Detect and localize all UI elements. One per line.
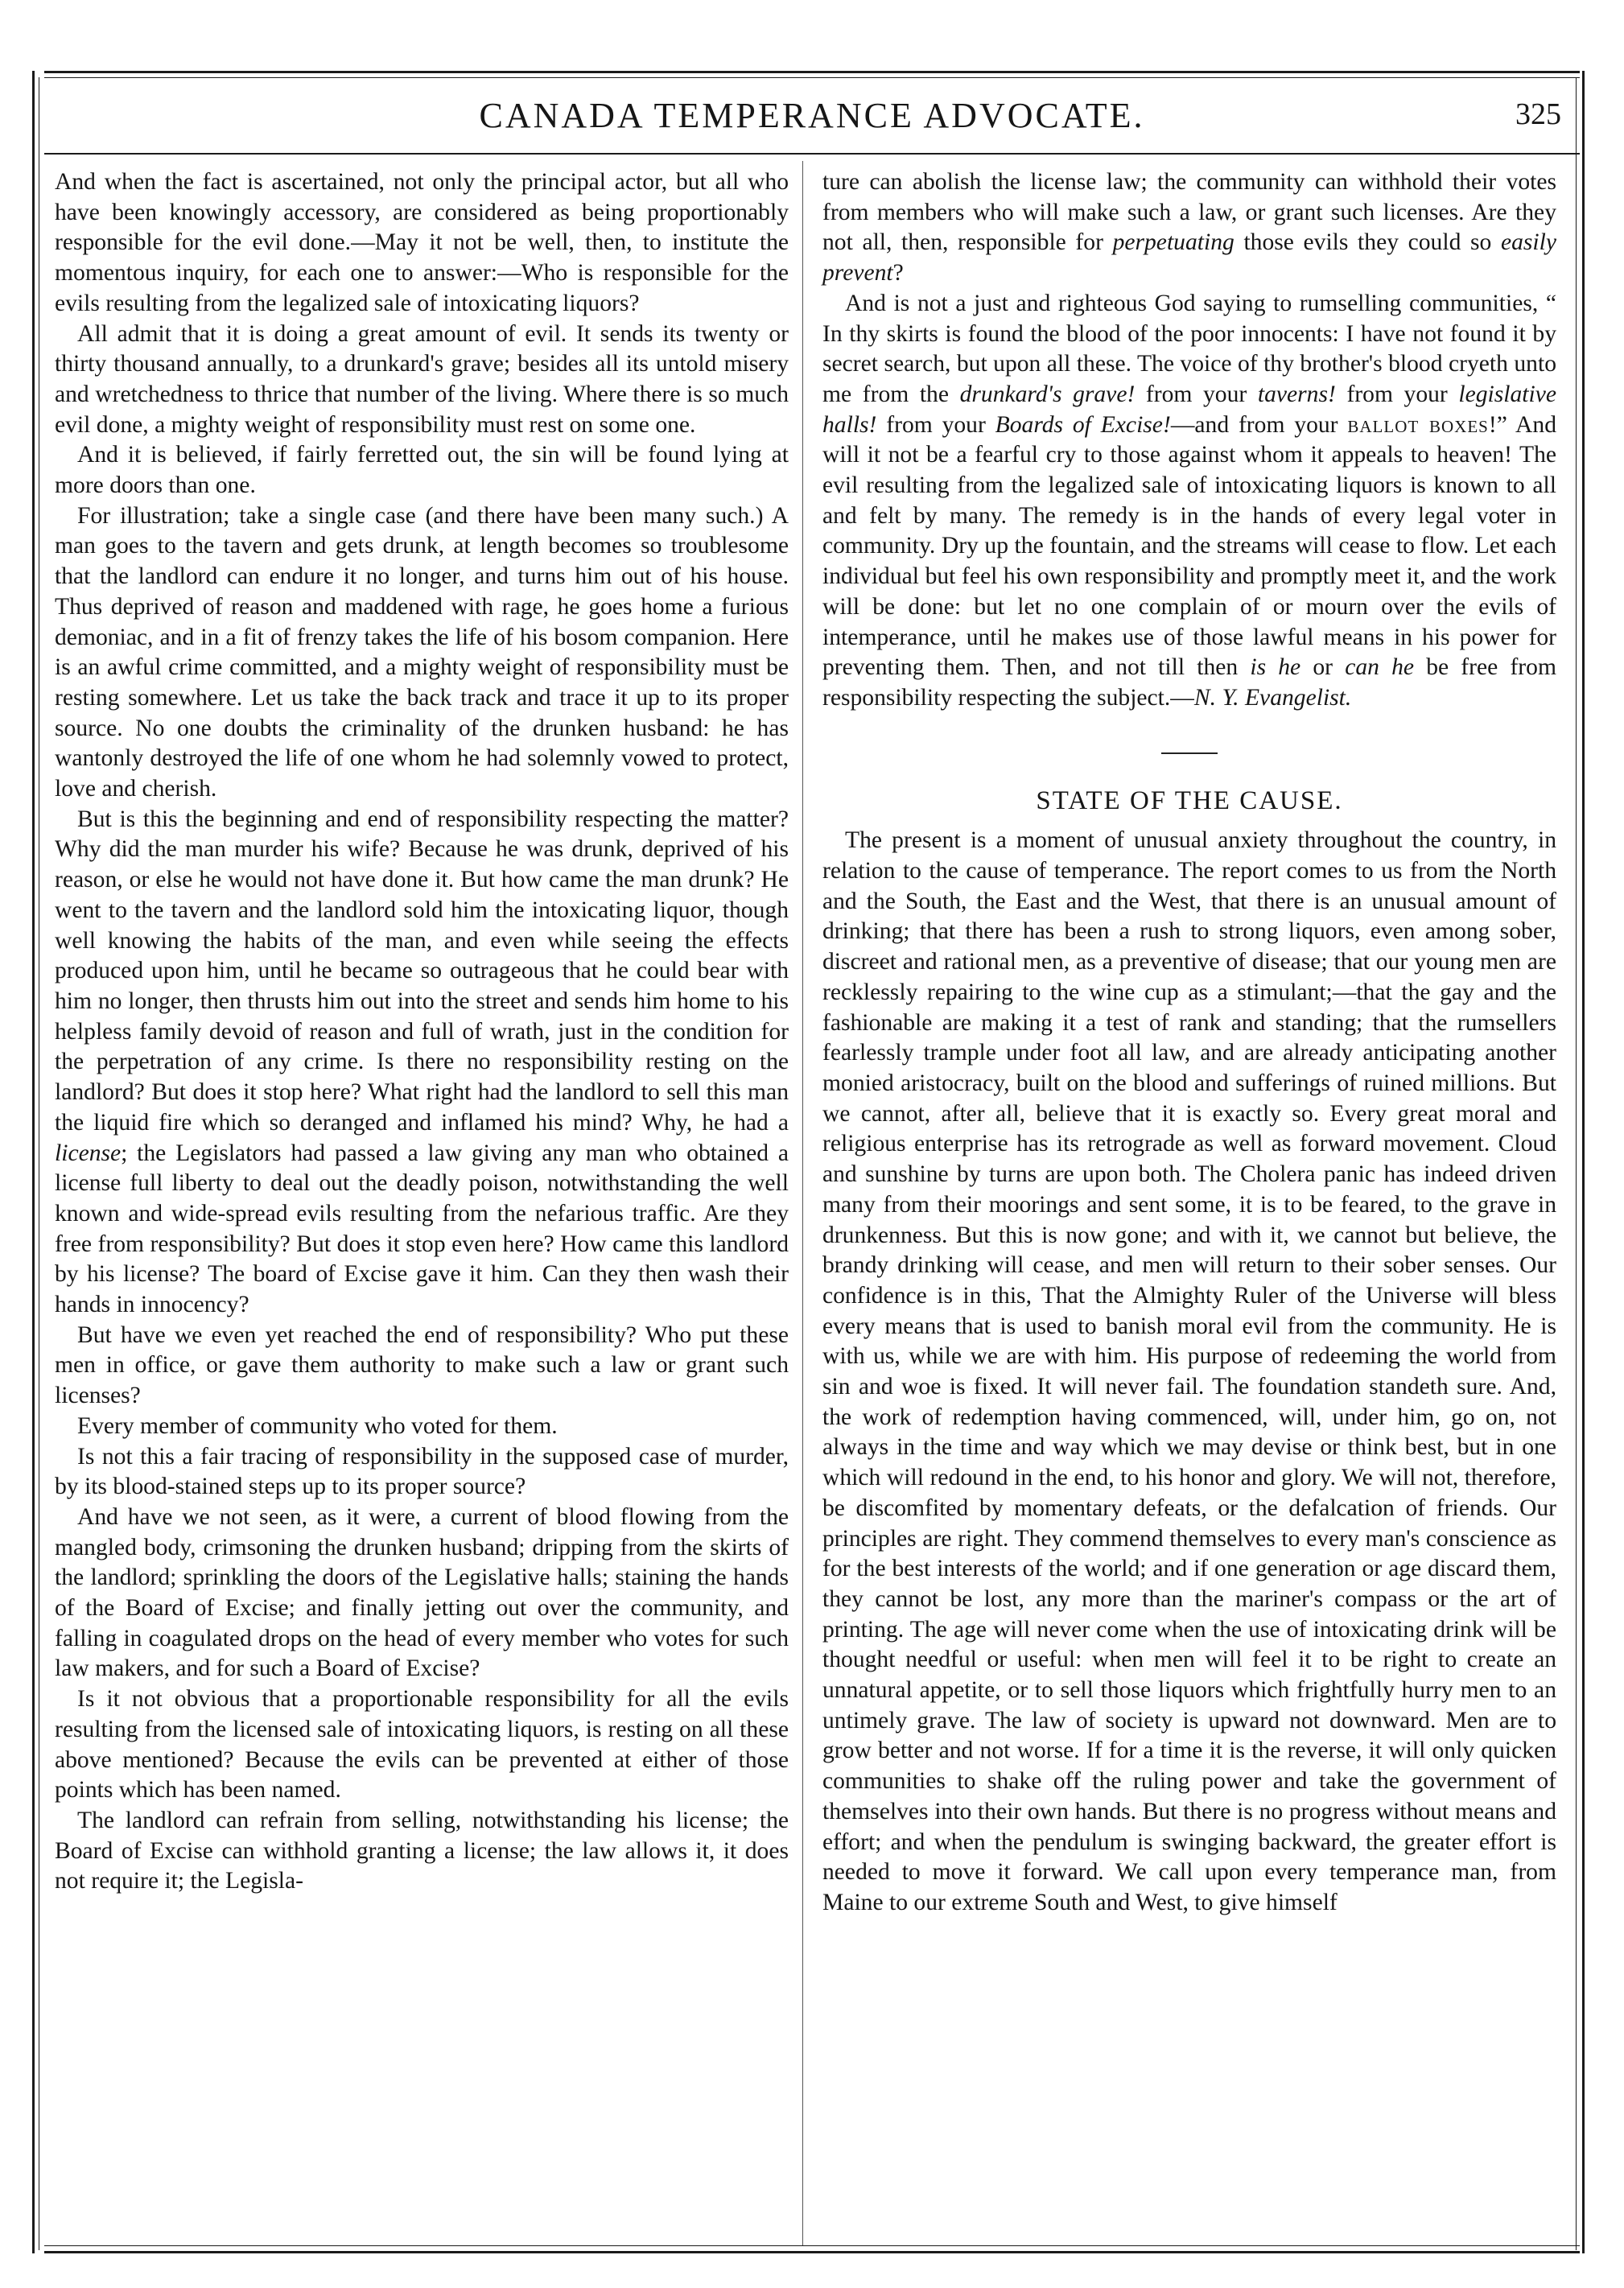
right-border-rule-inner <box>1576 77 1577 2250</box>
emphasis-text: is he <box>1250 654 1301 681</box>
emphasis-text: easily prevent <box>822 229 1556 287</box>
paragraph: And when the fact is ascertained, not only the principal actor, but all who have been knowingly accessory, are considered as being proportionably responsible for the evil done.—May it not be well, then, to institute the momentous inquiry, for each one to answer:—Who is responsible for the evils resulting from the legalized sale of intoxicating liquors? <box>55 169 789 316</box>
page-title: CANADA TEMPERANCE ADVOCATE. <box>479 96 1145 135</box>
paragraph: And it is believed, if fairly ferretted out, the sin will be found lying at more doors than one. <box>55 442 789 499</box>
paragraph: Every member of community who voted for them. <box>77 1412 558 1439</box>
emphasis-text: legislative halls! <box>822 381 1557 438</box>
page-number: 325 <box>1515 97 1561 131</box>
emphasis-text: license <box>55 1140 122 1166</box>
paragraph: All admit that it is doing a great amount of evil. It sends its twenty or thirty thousand annually, to a drunkard's grave; besides all its untold misery and wretchedness to thrice that number of the living. Where there is so much evil done, a mighty weight of responsibility must rest on some one. <box>55 320 789 438</box>
text-run: be free from responsibility respecting the subject.— <box>822 654 1556 711</box>
paragraph: Is it not obvious that a proportionable responsibility for all the evils resulting from the licensed sale of intoxicating liquors, is resting on all these above mentioned? Because the evils can be prevented at either of those points which has been named. <box>55 1686 789 1804</box>
paragraph: Is not this a fair tracing of responsibility in the supposed case of murder, by its blood-stained steps up to its proper source? <box>55 1443 789 1500</box>
paragraph: For illustration; take a single case (and there have been many such.) A man goes to the tavern and gets drunk, at length becomes so troublesome that the landlord can endure it no longer, and turns him out of his house. Thus deprived of reason and maddened with rage, he goes home a furious demoniac, and in a fit of frenzy takes the life of his bosom companion. Here is an awful crime committed, and a mighty weight of responsibility must be resting somewhere. Let us take the back track and trace it up to its proper source. No one doubts the criminality of the drunken husband: he has wantonly destroyed the life of one whom he had solemnly vowed to protect, love and cherish. <box>55 502 789 802</box>
text-run: from your <box>886 411 986 438</box>
running-head <box>0 85 1624 150</box>
paragraph: But have we even yet reached the end of responsibility? Who put these men in office, or gave them authority to make such a law or grant such licenses? <box>55 1321 789 1409</box>
column-divider <box>802 161 803 2245</box>
paragraph <box>822 289 1556 714</box>
paragraph: The present is a moment of unusual anxiety throughout the country, in relation to the cause of temperance. The report comes to us from the North and the South, the East and the West, that there is an unusual amount of drinking; that there has been a rush to strong liquors, even among sober, discreet and rational men, as a preventive of disease; that our young men are recklessly repairing to the wine cup as a stimulant;—that the gay and the fashionable are making it a test of rank and standing; that the rumsellers fearlessly trample under foot all law, and are already anticipating another monied aristocracy, built on the blood and sufferings of ruined millions. But we cannot, after all, believe that it is exactly so. Every great moral and religious enterprise has its retrograde as well as forward movement. Cloud and sunshine by turns are upon both. The Cholera panic has indeed driven many from their moorings and sent some, it is to be feared, to the grave in drunkenness. But this is now gone; and with it, we cannot but believe, the brandy drinking will cease, and men will return to their sober senses. Our confidence is in this, That the Almighty Ruler of the Universe will bless every means that is used to banish moral evil from the community. He is with us, while we are with him. His purpose of redeeming the world from sin and woe is fixed. It will never fail. The foundation standeth sure. And, the work of redemption having commenced, will, under him, go on, not always in the time and way which we may devise or think best, but in one which will redound in the end, to his honor and glory. We will not, therefore, be discomfited by momentary defeats, or the defalcation of friends. Our principles are right. They commend themselves to every man's conscience as for the best interests of the world; and if one generation or age discard them, they cannot be lost, any more than the mariner's compass or the art of printing. The age will never come when the use of intoxicating drink will be thought needful or useful: when men will feel it to be right to create an unnatural appetite, or to sell those liquors which frightfully hurry men to an untimely grave. The law of society is upward not downward. Men are to grow better and not worse. If for a time it is the reverse, it will only quicken communities to shake off the ruling power and take the government of themselves into their own hands. But there is no progress without means and effort; and when the pendulum is swinging backward, the greater effort is needed to move it forward. We call upon every temperance man, from Maine to our extreme South and West, to give himself <box>822 827 1556 1915</box>
left-column <box>55 167 789 1897</box>
paragraph <box>822 167 1556 289</box>
text-run: from your <box>1346 381 1448 407</box>
text-run: from your <box>1145 381 1247 407</box>
section-divider <box>1161 752 1218 754</box>
text-run: But is this the beginning and end of responsibility respecting the matter? Why did the man murder his wife? Because he was drunk, deprived of his reason, or else he would not have done it. But how came the man drunk? He went to the tavern and the landlord sold him the intoxicating liquor, though well knowing the habits of the man, and even while seeing the effects produced upon him, until he became so outrageous that he could bear with him no longer, then thrusts him out into the street and sends him home to his helpless family devoid of reason and full of wrath, just in the condition for the perpetration of any crime. Is there no responsibility resting on the landlord? But does it stop here? What right had the landlord to sell this man the liquid fire which so deranged and inflamed his mind? Why, he had a <box>55 806 789 1136</box>
text-run: !” And will it not be a fearful cry to those against whom it appeals to heaven! The evil resulting from the legalized sale of intoxicating liquors is known to all and felt by many. The remedy is in the hands of every legal voter in community. Dry up the fountain, and the streams will cease to flow. Let each individual but feel his own responsibility and promptly meet it, and the work will be done: but let no one complain of or mourn over the evils of intemperance, until he makes use of those lawful means in his power for preventing them. Then, and not till then <box>822 411 1556 681</box>
section-title: STATE OF THE CAUSE. <box>1036 785 1343 815</box>
text-run: those evils they could so <box>1243 229 1492 256</box>
source-attribution: N. Y. Evangelist. <box>1193 684 1352 711</box>
paragraph: The landlord can refrain from selling, notwithstanding his license; the Board of Excise can withhold granting a license; the law allows it, it does not require it; the Legisla- <box>55 1807 789 1894</box>
header-rule <box>44 153 1580 155</box>
emphasis-text: can he <box>1345 654 1415 681</box>
right-column <box>822 167 1556 1919</box>
paragraph: And have we not seen, as it were, a current of blood flowing from the mangled body, crimsoning the drunken husband; dripping from the skirts of the landlord; sprinkling the doors of the Legislative halls; staining the hands of the Board of Excise; and finally jetting out over the community, and falling in coagulated drops on the head of every member who votes for such law makers, and for such a Board of Excise? <box>55 1503 789 1682</box>
top-border-rule <box>44 71 1580 73</box>
right-border-rule <box>1582 71 1585 2253</box>
emphasis-text: Boards of Excise! <box>995 411 1171 438</box>
text-run: or <box>1313 654 1333 681</box>
text-run: ; the Legislators had passed a law giving any man who obtained a license full liberty to deal out the deadly poison, notwithstanding the well known and wide-spread evils resulting from the nefarious traffic. Are they free from responsibility? But does it stop even here? How came this landlord by his license? The board of Excise gave it him. Can they then wash their hands in innocency? <box>55 1140 789 1318</box>
bottom-border-rule-inner <box>44 2245 1580 2246</box>
left-border-rule <box>32 71 35 2253</box>
emphasis-text: taverns! <box>1257 381 1336 407</box>
text-run: ? <box>892 260 904 287</box>
text-run: —and from your <box>1170 411 1338 438</box>
text-run: And is not a just and righteous God saying to rumselling communities, “ In thy skirts is found the blood of the poor innocents: I have not found it by secret search, but upon all these. The voice of thy brother's blood cryeth unto me from the <box>822 290 1556 407</box>
small-caps-text: ballot boxes <box>1347 411 1489 438</box>
emphasis-text: perpetuating <box>1112 229 1234 256</box>
text-run: ture can abolish the license law; the community can withhold their votes from members who will make such a law, or grant such licenses. Are they not all, then, responsible for <box>822 169 1556 256</box>
bottom-border-rule <box>44 2251 1580 2253</box>
emphasis-text: drunkard's grave! <box>959 381 1136 407</box>
paragraph <box>55 805 789 1321</box>
top-border-rule-inner <box>44 77 1580 78</box>
